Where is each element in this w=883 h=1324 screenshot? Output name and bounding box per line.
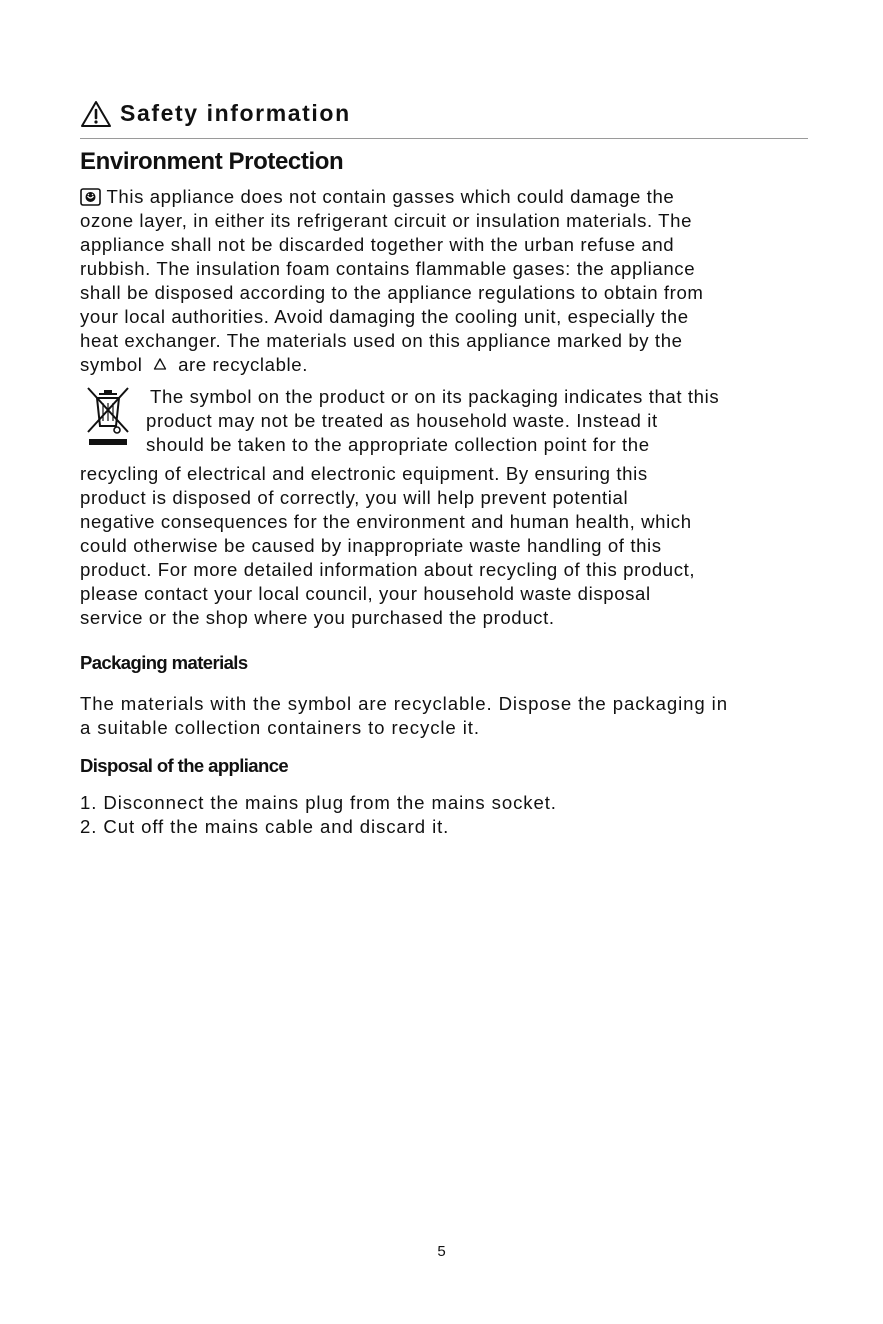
text-line: product. For more detailed information about recycling of this product, — [80, 559, 696, 580]
text-line: please contact your local council, your household waste disposal — [80, 583, 651, 604]
section-title: Environment Protection — [80, 148, 344, 175]
text-line: heat exchanger. The materials used on this appliance marked by the — [80, 330, 683, 351]
packaging-heading: Packaging materials — [80, 652, 248, 673]
text-line: a suitable collection containers to recycle it. — [80, 717, 480, 738]
recyclable-text: are recyclable. — [178, 354, 308, 375]
text-line — [80, 185, 674, 209]
warning-triangle-icon — [80, 100, 112, 128]
page-number: 5 — [437, 1243, 446, 1260]
header-title: Safety information — [120, 100, 351, 126]
text-line: rubbish. The insulation foam contains flammable gases: the appliance — [80, 258, 696, 279]
text-line: could otherwise be caused by inappropriate waste handling of this — [80, 535, 662, 556]
text-line: recycling of electrical and electronic equipment. By ensuring this — [80, 463, 648, 484]
text-line: appliance shall not be discarded together with the urban refuse and — [80, 234, 675, 255]
text-line: should be taken to the appropriate collection point for the — [146, 434, 650, 455]
list-item: 2. Cut off the mains cable and discard it. — [80, 816, 450, 837]
text-line: This appliance does not contain gasses which could damage the — [106, 186, 675, 207]
list-item: 1. Disconnect the mains plug from the mains socket. — [80, 792, 557, 813]
text-line: product is disposed of correctly, you will help prevent potential — [80, 487, 629, 508]
text-line: ozone layer, in either its refrigerant circuit or insulation materials. The — [80, 210, 693, 231]
text-line: your local authorities. Avoid damaging the cooling unit, especially the — [80, 306, 689, 327]
text-line: negative consequences for the environment and human health, which — [80, 511, 692, 532]
text-line: product may not be treated as household waste. Instead it — [146, 410, 658, 431]
symbol-word: symbol — [80, 354, 143, 375]
disposal-heading: Disposal of the appliance — [80, 755, 289, 776]
crossed-out-wheelie-bin-icon — [86, 386, 130, 448]
text-line: shall be disposed according to the appliance regulations to obtain from — [80, 282, 704, 303]
text-line — [80, 353, 308, 377]
text-line: service or the shop where you purchased the product. — [80, 607, 555, 628]
text-line: The symbol on the product or on its packaging indicates that this — [150, 386, 720, 407]
text-line: The materials with the symbol are recyclable. Dispose the packaging in — [80, 693, 728, 714]
page-header — [80, 94, 808, 139]
recycle-icon — [152, 357, 168, 373]
ozone-safe-icon — [80, 188, 101, 206]
